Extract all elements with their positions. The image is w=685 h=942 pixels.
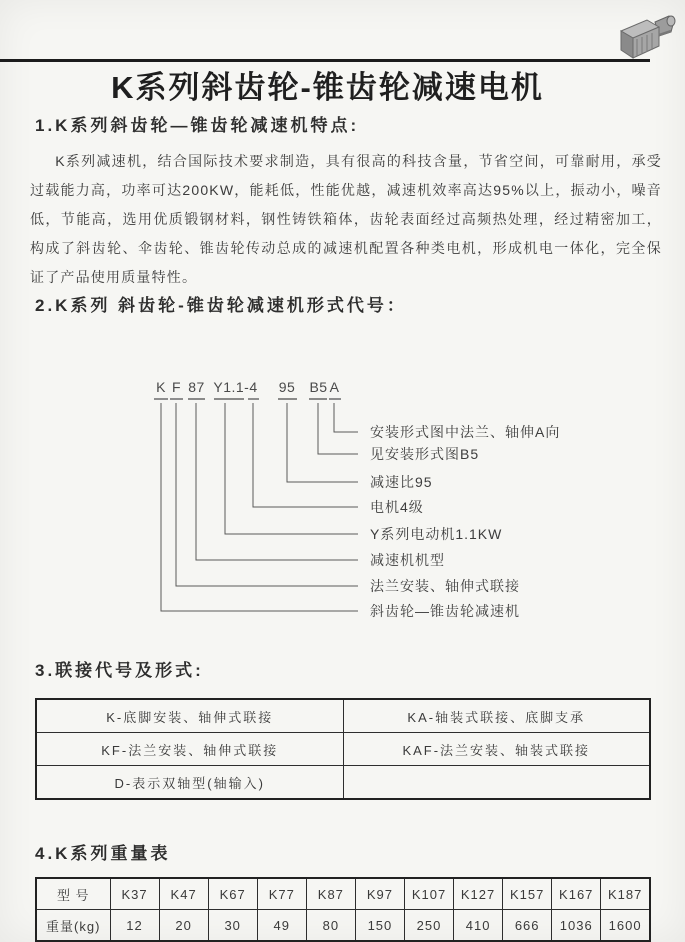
model-cell: K67 [208,878,257,910]
features-paragraph: K系列减速机，结合国际技术要求制造，具有很高的科技含量，节省空间，可靠耐用，承受过载能力高，功率可达200KW，能耗低，性能优越，减速机效率高达95%以上，振动小，噪音低，节能高，选用优质锻钢材料，钢性铸铁箱体，齿轮表面经过高频热处理，经过精密加工，构成了斜齿轮、伞齿轮、锥齿轮传动总成的减速机配置各种类电机，形成机电一体化，完全保证了产品使用质量特性。 [30,153,662,285]
table-row [36,766,650,800]
table-row [36,733,650,766]
model-cell: K37 [110,878,159,910]
model-cell: K97 [355,878,404,910]
conn-cell: KAF-法兰安装、轴装式联接 [343,733,650,766]
code-label-mount-flange-a: 安装形式图中法兰、轴伸A向 [370,424,561,440]
weight-row-label: 重量(kg) [36,910,110,942]
model-cell: K87 [306,878,355,910]
table-row [36,910,650,942]
table-row [36,878,650,910]
connection-code-table [35,698,651,800]
code-label-flange-mount: 法兰安装、轴伸式联接 [370,578,520,594]
section-weight-heading: 4.K系列重量表 [35,844,171,863]
conn-cell [343,766,650,800]
model-cell: K47 [159,878,208,910]
weight-cell: 12 [110,910,159,942]
conn-cell: KA-轴装式联接、底脚支承 [343,699,650,733]
code-label-reducer-model: 减速机机型 [370,552,445,568]
code-label-motor-power: Y系列电动机1.1KW [370,526,503,542]
table-row [36,699,650,733]
gear-motor-product-image [611,8,679,66]
weight-header-label: 型 号 [36,878,110,910]
weight-cell: 30 [208,910,257,942]
weight-cell: 666 [503,910,552,942]
model-cell: K157 [503,878,552,910]
weight-cell: 80 [306,910,355,942]
weight-cell: 20 [159,910,208,942]
section-code-heading: 2.K系列 斜齿轮-锥齿轮减速机形式代号： [35,296,407,315]
code-segment-B5: B5 [309,379,328,395]
code-segment-F: F [171,379,182,395]
page-title: K系列斜齿轮-锥齿轮减速电机 [111,70,544,105]
code-label-mount-b5: 见安装形式图B5 [370,446,480,462]
model-cell: K107 [404,878,453,910]
model-cell: K167 [552,878,601,910]
conn-cell: K-底脚安装、轴伸式联接 [36,699,343,733]
code-label-ratio: 减速比95 [370,474,433,490]
weight-table [35,877,651,942]
weight-cell: 49 [257,910,306,942]
conn-cell: KF-法兰安装、轴伸式联接 [36,733,343,766]
section-features-heading: 1.K系列斜齿轮—锥齿轮减速机特点: [35,116,360,135]
model-code-diagram [140,373,660,628]
code-label-motor-poles: 电机4级 [370,499,424,515]
weight-cell: 250 [404,910,453,942]
code-segment-95: 95 [278,379,296,395]
code-segment-Y114: Y1.1-4 [213,379,258,395]
weight-cell: 1036 [552,910,601,942]
weight-cell: 1600 [601,910,650,942]
code-segment-87: 87 [188,379,205,395]
model-cell: K187 [601,878,650,910]
section-connection-heading: 3.联接代号及形式: [35,661,204,680]
model-cell: K127 [454,878,503,910]
conn-cell: D-表示双轴型(轴输入) [36,766,343,800]
code-segment-A: A [329,379,340,395]
model-cell: K77 [257,878,306,910]
code-label-reducer-type: 斜齿轮—锥齿轮减速机 [370,603,520,619]
weight-cell: 410 [454,910,503,942]
weight-cell: 150 [355,910,404,942]
code-segment-K: K [156,379,166,395]
